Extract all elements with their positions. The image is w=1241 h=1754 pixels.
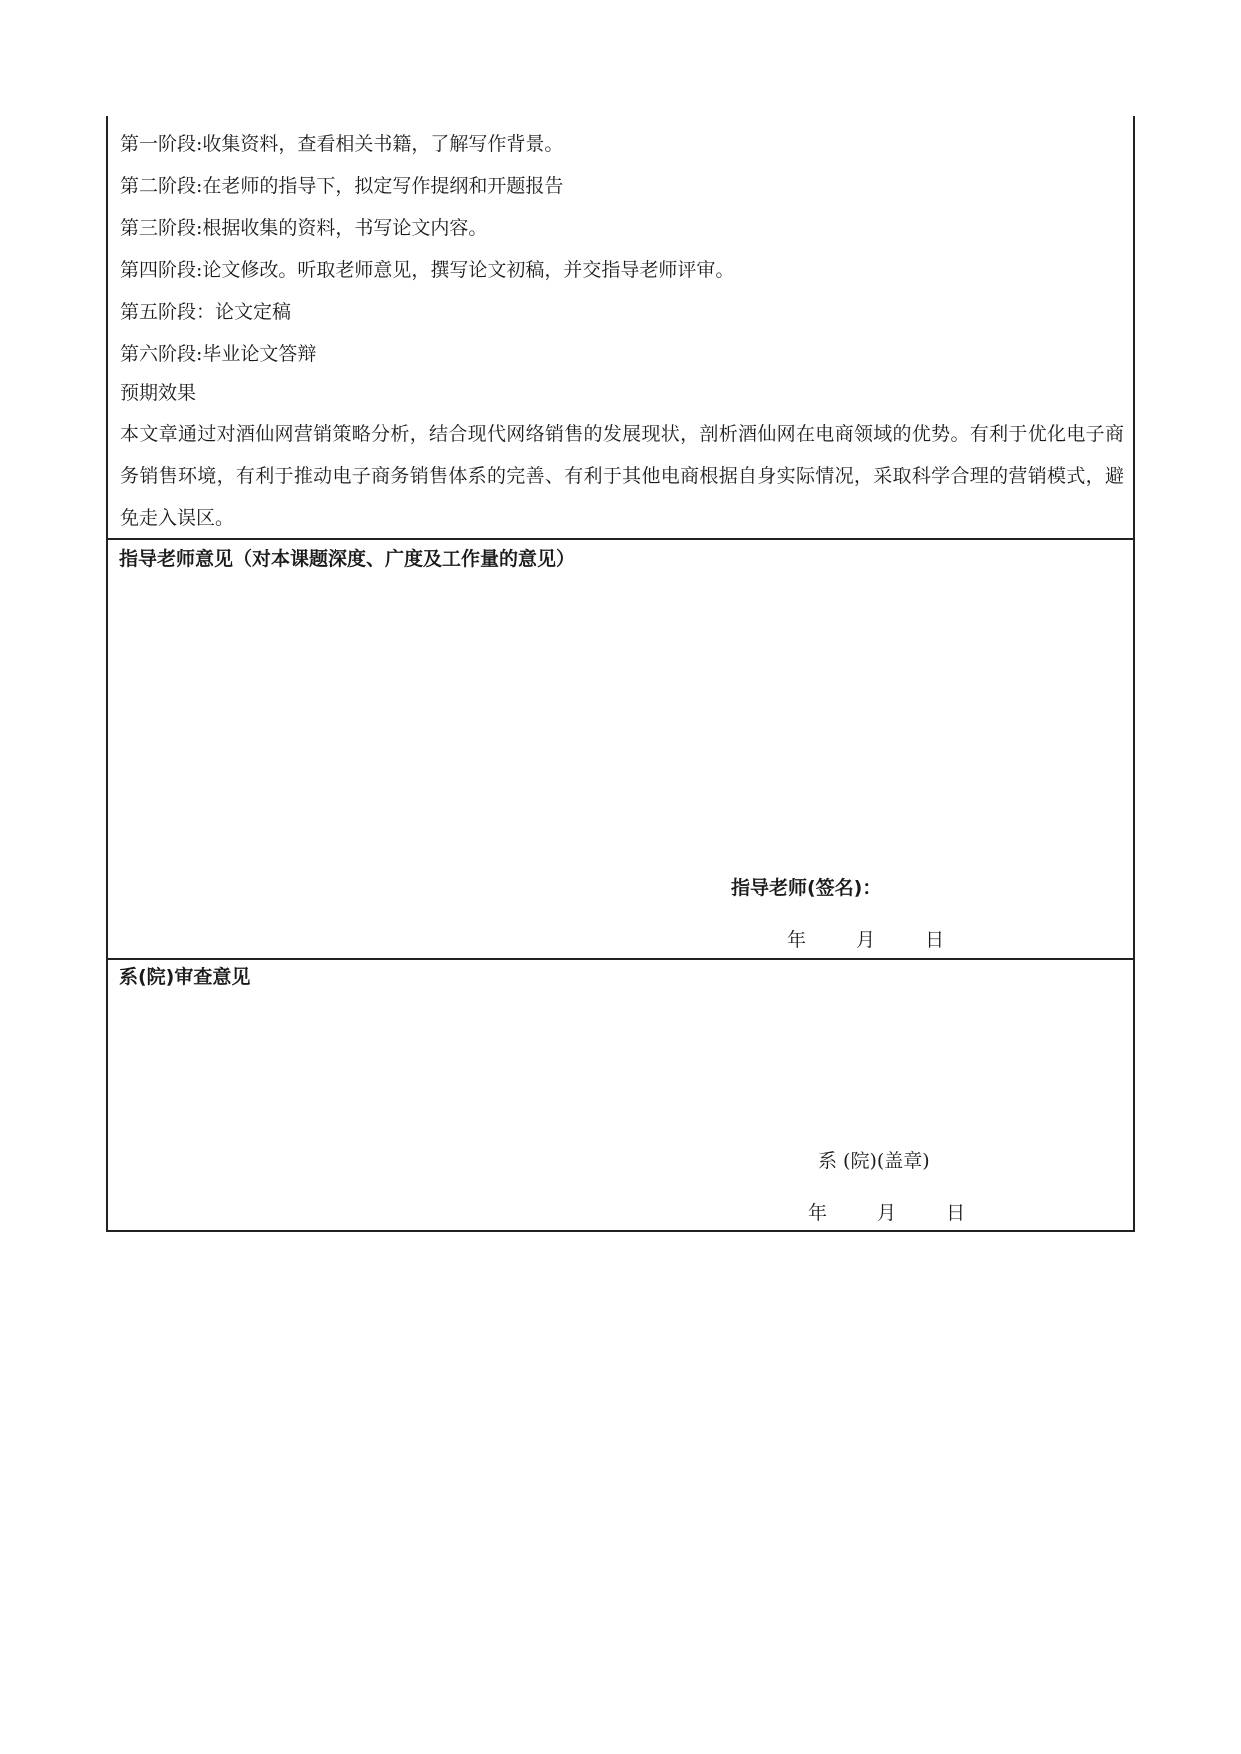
advisor-date-year: 年 — [787, 929, 807, 951]
table-bottom-border — [106, 1230, 1135, 1232]
table-left-border — [106, 116, 108, 1230]
department-date-year: 年 — [808, 1202, 828, 1224]
table-right-border — [1133, 116, 1135, 1230]
stage-4: 第四阶段:论文修改。听取老师意见，撰写论文初稿，并交指导老师评审。 — [120, 259, 735, 281]
department-date-day: 日 — [946, 1202, 966, 1224]
department-date — [808, 1198, 965, 1225]
advisor-signature-label: 指导老师(签名)： — [731, 877, 882, 899]
stage-6: 第六阶段:毕业论文答辩 — [120, 343, 317, 365]
row-divider-department — [106, 958, 1135, 960]
advisor-date — [787, 925, 944, 952]
stage-2: 第二阶段:在老师的指导下，拟定写作提纲和开题报告 — [120, 175, 564, 197]
stage-1: 第一阶段:收集资料，查看相关书籍，了解写作背景。 — [120, 133, 564, 155]
advisor-section-title: 指导老师意见（对本课题深度、广度及工作量的意见） — [119, 548, 576, 570]
expected-effect-body: 本文章通过对酒仙网营销策略分析，结合现代网络销售的发展现状，剖析酒仙网在电商领域的优势。有利于优化电子商务销售环境，有利于推动电子商务销售体系的完善、有利于其他电商根据自身实际情况，采取科学合理的营销模式，避免走入误区。 — [120, 423, 1124, 529]
department-stamp-label: 系 (院)(盖章) — [818, 1150, 930, 1172]
advisor-date-month: 月 — [856, 929, 876, 951]
stage-3: 第三阶段:根据收集的资料，书写论文内容。 — [120, 217, 488, 239]
department-section-title: 系(院)审查意见 — [119, 966, 251, 988]
stage-5: 第五阶段：论文定稿 — [120, 301, 292, 323]
expected-effect-heading: 预期效果 — [120, 382, 197, 404]
advisor-date-day: 日 — [925, 929, 945, 951]
department-date-month: 月 — [877, 1202, 897, 1224]
